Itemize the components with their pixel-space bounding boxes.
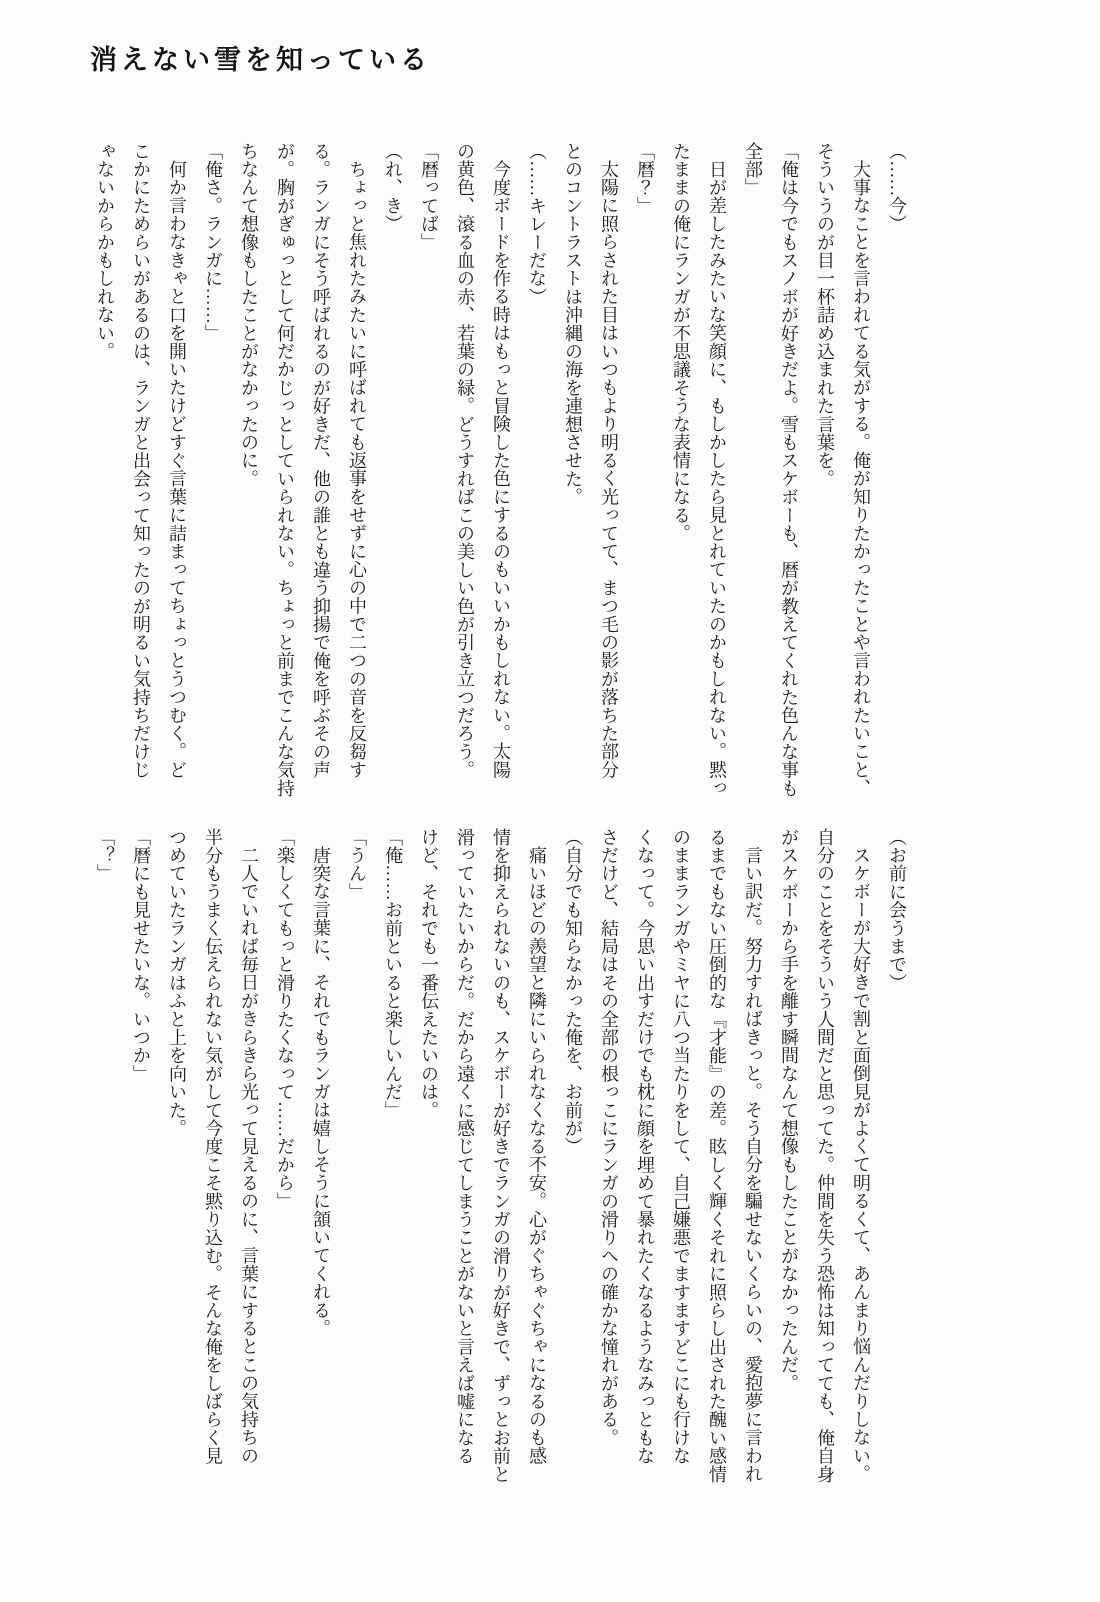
text-column: 言い訳だ。努力すればきっと。そう自分を騙せないくらいの、愛抱夢に言われ xyxy=(743,846,763,1483)
text-column: 「暦ってば」 xyxy=(419,142,439,252)
text-column: たままの俺にランガが不思議そうな表情になる。 xyxy=(671,142,691,543)
text-column: 「俺は今でもスノボが好きだよ。雪もスケボーも、暦が教えてくれた色んな事も xyxy=(779,142,799,798)
text-column: 半分もうまく伝えられない気がして今度こそ黙り込む。そんな俺をしばらく見 xyxy=(203,828,223,1465)
text-column: 「楽しくてもっと滑りたくなって……だから」 xyxy=(275,828,295,1211)
text-column: （自分でも知らなかった俺を、お前が） xyxy=(563,828,583,1156)
text-column: つめていたランガはふと上を向いた。 xyxy=(167,828,187,1138)
text-block-now xyxy=(87,142,915,806)
text-column: 「暦？」 xyxy=(635,142,655,215)
text-column: 太陽に照らされた目はいつもより明るく光ってて、まつ毛の影が落ちた部分 xyxy=(599,160,619,779)
text-column: 「俺さ。ランガに……」 xyxy=(203,142,223,343)
text-column: 日が差したみたいな笑顔に、もしかしたら見とれていたのかもしれない。黙っ xyxy=(707,160,727,797)
text-column: （……今） xyxy=(887,142,907,233)
text-column: 「うん」 xyxy=(347,828,367,901)
text-column: くなって。今思い出すだけでも枕に顔を埋めて暴れたくなるようなみっともな xyxy=(635,828,655,1465)
text-column: とのコントラストは沖縄の海を連想させた。 xyxy=(563,142,583,506)
text-block-before xyxy=(87,828,915,1492)
text-column: さだけど、結局はその全部の根っこにランガの滑りへの確かな憧れがある。 xyxy=(599,828,619,1447)
text-column: 大事なことを言われてる気がする。俺が知りたかったことや言われたいこと、 xyxy=(851,160,871,797)
text-column: （……キレーだな） xyxy=(527,142,547,306)
text-column: こかにためらいがあるのは、ランガと出会って知ったのが明るい気持ちだけじ xyxy=(131,142,151,779)
text-column: る。ランガにそう呼ばれるのが好きだ、他の誰とも違う抑揚で俺を呼ぶその声 xyxy=(311,142,331,779)
text-column: が。胸がぎゅっとして何だかじっとしていられない。ちょっと前までこんな気持 xyxy=(275,142,295,798)
text-column: ちょっと焦れたみたいに呼ばれても返事をせずに心の中で二つの音を反芻す xyxy=(347,160,367,779)
text-column: （お前に会うまで） xyxy=(887,828,907,992)
text-column: 痛いほどの羨望と隣にいられなくなる不安。心がぐちゃぐちゃになるのも感 xyxy=(527,846,547,1465)
text-column: がスケボーから手を離す瞬間なんて想像もしたことがなかったんだ。 xyxy=(779,828,799,1393)
text-column: のままランガやミヤに八つ当たりをして、自己嫌悪でますますどこにも行けな xyxy=(671,828,691,1465)
text-column: 唐突な言葉に、それでもランガは嬉しそうに頷いてくれる。 xyxy=(311,846,331,1338)
text-column: 二人でいれば毎日がきらきら光って見えるのに、言葉にするとこの気持ちの xyxy=(239,846,259,1465)
text-column: スケボーが大好きで割と面倒見がよくて明るくて、あんまり悩んだりしない。 xyxy=(851,846,871,1483)
text-column: ちなんて想像もしたことがなかったのに。 xyxy=(239,142,259,488)
page-title: 消えない雪を知っている xyxy=(90,45,431,76)
text-column: 自分のことをそういう人間だと思ってた。仲間を失う恐怖は知ってても、俺自身 xyxy=(815,828,835,1484)
text-column: 「俺……お前といると楽しいんだ」 xyxy=(383,828,403,1120)
text-column: ゃないからかもしれない。 xyxy=(95,142,115,361)
text-column: 「暦にも見せたいな。いつか」 xyxy=(131,828,151,1083)
text-column: の黄色、滾る血の赤、若葉の緑。どうすればこの美しい色が引き立つだろう。 xyxy=(455,142,475,779)
text-column: そういうのが目一杯詰め込まれた言葉を。 xyxy=(815,142,835,488)
text-column: るまでもない圧倒的な『才能』の差。眩しく輝くそれに照らし出された醜い感情 xyxy=(707,828,727,1484)
text-column: 何か言わなきゃと口を開いたけどすぐ言葉に詰まってちょっとうつむく。ど xyxy=(167,160,187,779)
text-column: けど、それでも一番伝えたいのは。 xyxy=(419,828,439,1120)
text-column: 「？」 xyxy=(95,828,115,883)
text-column: 滑っていたいからだ。だから遠くに感じてしまうことがないと言えば嘘になる xyxy=(455,828,475,1465)
text-column: 今度ボードを作る時はもっと冒険した色にするのもいいかもしれない。太陽 xyxy=(491,160,511,779)
text-column: 情を抑えられないのも、スケボーが好きでランガの滑りが好きで、ずっとお前と xyxy=(491,828,511,1484)
text-column: 全部」 xyxy=(743,142,763,197)
text-column: （れ、き） xyxy=(383,142,403,233)
